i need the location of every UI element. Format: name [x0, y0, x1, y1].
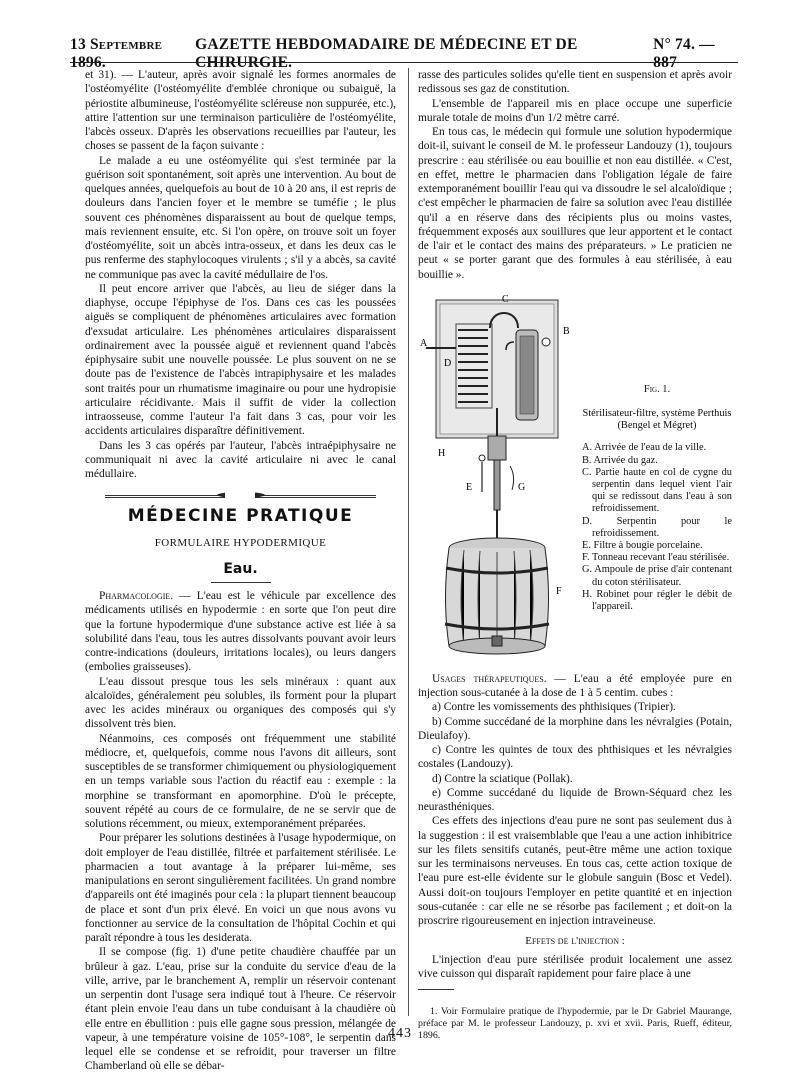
figure-label-a: A: [420, 337, 428, 349]
subsection-title: FORMULAIRE HYPODERMIQUE: [154, 536, 327, 549]
header-date: 13 Septembre 1896.: [70, 36, 163, 71]
header-title: GAZETTE HEBDOMADAIRE DE MÉDECINE ET DE CHIRURGIE.: [195, 36, 578, 71]
figure-label-c: C: [502, 293, 509, 305]
list-item: a) Contre les vomissements des phthisiques (Tripier).: [432, 701, 676, 714]
section-ornament: [85, 491, 396, 501]
figure-label-e: E: [466, 481, 473, 493]
paragraph: L'eau dissout presque tous les sels minéraux : quant aux alcaloïdes, généralement peu solubles, ils forment pour la plupart avec les acides minéraux ou organiques des composés qui s'y dissolvent très bien.: [85, 675, 396, 731]
paragraph-text: — L'eau a été employée pure en injection sous-cutanée à la dose de 1 à 5 centim. cubes :: [418, 672, 733, 699]
figure-caption: [582, 384, 732, 613]
legend-item: F. Tonneau recevant l'eau stérilisée.: [582, 552, 730, 564]
sterilizer-illustration: [418, 290, 578, 658]
paragraph: L'ensemble de l'appareil mis en place occupe une superficie murale totale de moins d'un 1/2 mètre carré.: [418, 97, 732, 124]
paragraph: L'injection d'eau pure stérilisée produit localement une assez vive cuisson qui disparaît rapidement pour faire place à une: [418, 953, 732, 980]
paragraph: Le malade a eu une ostéomyélite qui s'est terminée par la guérison soit spontanément, soit après une intervention. Au bout de quelques années, quelquefois au bout de 10 à 20 ans, il est repris de douleurs dans l'ancien foyer et le membre se tuméfie ; le plus souvent ces phénomènes disparaissent au bout de quelque temps, mais reviennent ensuite, etc. Si l'on opère, on trouve soit un foyer d'ostéomyélite, soit un abcès intra-osseux, et dans les deux cas le pus renferme des staphylocoques virulents ; s'il y a abcès, sa cavité ne communique pas avec la cavité médullaire de l'os.: [85, 154, 396, 281]
title-rule: [211, 582, 271, 583]
legend-item: G. Ampoule de prise d'air contenant du coton stérilisateur.: [582, 564, 732, 588]
figure-label-d: D: [444, 357, 452, 369]
column-divider: [408, 68, 409, 1016]
legend-item: A. Arrivée de l'eau de la ville.: [582, 442, 707, 454]
article-title: Eau.: [223, 560, 258, 577]
legend-item: H. Robinet pour régler le débit de l'appareil.: [582, 588, 732, 612]
legend-item: D. Serpentin pour le refroidissement.: [582, 515, 732, 539]
right-column: [418, 68, 732, 1042]
paragraph: Ces effets des injections d'eau pure ne sont pas seulement dus à la suggestion : il est vraisemblable que l'eau a une action inhibitrice sur les filets sensitifs cutanés, peut-être même une action toxique sur les terminaisons nerveuses. En tous cas, cette action toxique de l'eau pure est-elle évidente sur le globule sanguin (Bosc et Vedel). Aussi doit-on toujours l'employer en petite quantité et en injection sous-cutanée : car elle ne se résorbe pas facilement ; et doit-on la proscrire rigoureusement en injection intraveineuse.: [418, 815, 732, 927]
figure-label-b: B: [563, 325, 570, 337]
left-column: [85, 68, 396, 1074]
figure-label-g: G: [518, 481, 526, 493]
header-rule: [70, 62, 738, 63]
page-number: 443: [388, 1026, 412, 1041]
subheading: Effets de l'injection :: [525, 935, 625, 948]
figure-label-h: H: [438, 447, 446, 459]
paragraph: En tous cas, le médecin qui formule une solution hypodermique doit-il, suivant le conseil de M. le professeur Landouzy (1), toujours prescrire : eau stérilisée ou eau bouillie et non eau distillée. « C'est, en effet, mettre le pharmacien dans l'obligation légale de faire extemporanément bouillir l'eau qui va dissoudre le sel alcaloïdique ; c'est empêcher le pharmacien de faire sa solution avec l'eau distillée qu'il a en réserve dans des récipients plus ou moins vastes, fréquemment exposés aux souillures que leur apportent et le contact de l'air et le contact des mains des préparateurs. » Le praticien ne peut « se porter garant que des formules à eau stérilisée, à eau bouillie ».: [418, 126, 732, 281]
running-header: [70, 36, 738, 71]
figure-label-f: F: [556, 585, 562, 597]
figure-number: Fig. 1.: [643, 383, 671, 395]
list-item: c) Contre les quintes de toux des phthisiques et les névralgies costales (Landouzy).: [418, 744, 732, 771]
footnote-rule: [418, 989, 454, 990]
paragraph: Il peut encore arriver que l'abcès, au lieu de siéger dans la diaphyse, occupe l'épiphyse de l'os. Dans ces cas les poussées aiguës se compliquent de phénomènes articulaires avec formation d'exsudat articulaire. Les phénomènes articulaires disparaissent ordinairement avec la poussée aiguë et reviennent quand l'abcès épiphysaire subit une nouvelle poussée. Le plus souvent on ne se doute pas de l'existence de l'abcès intrapiphysaire et les malades sont traités pour un rhumatisme imaginaire ou pour une hydropisie articulaire récidivante. Mais il suffit de vider la collection intraosseuse, comme l'auteur l'a fait dans 3 cas, pour voir les accidents articulaires disparaître définitivement.: [85, 282, 396, 438]
footnote: 1. Voir Formulaire pratique de l'hypodermie, par le Dr Gabriel Maurange, préface par M. le professeur Landouzy, p. xvi et xvii. Paris, Rueff, éditeur, 1896.: [418, 1006, 732, 1041]
header-issue-number: N° 74. — 887: [653, 36, 715, 71]
figure-1: [418, 290, 732, 658]
section-title: MÉDECINE PRATIQUE: [127, 506, 354, 527]
paragraph: rasse des particules solides qu'elle tient en suspension et après avoir redissous ses gaz de constitution.: [418, 69, 732, 96]
list-item: b) Comme succédané de la morphine dans les névralgies (Potain, Dieulafoy).: [418, 715, 732, 742]
run-in-heading: Usages thérapeutiques.: [432, 672, 547, 685]
paragraph: et 31). — L'auteur, après avoir signalé les formes anormales de l'ostéomyélite (l'ostéomyélite d'emblée chronique ou subaiguë, la périostite albumineuse, l'ostéomyélite scléreuse non suppurée, etc.), attire l'attention sur une terminaison particulière de l'ostéomyélite, l'abcès osseux. D'après les observations recueillies par l'auteur, les choses se passent de la façon suivante :: [85, 69, 396, 153]
list-item: e) Comme succédané du liquide de Brown-Séquard chez les neurasthéniques.: [418, 786, 732, 813]
paragraph: Néanmoins, ces composés ont fréquemment une stabilité médiocre, et, quelquefois, comme nous l'avons dit ailleurs, sont susceptibles de se transformer chimiquement ou physiologiquement en un temps variable sous l'action du réactif eau : exemple : la morphine se transformant en apomorphine. D'où le précepte, souvent répété au cours de ce formulaire, de ne se servir que de solutions récemment, ou mieux, extemporanément préparées.: [85, 732, 396, 830]
legend-item: E. Filtre à bougie porcelaine.: [582, 539, 703, 551]
paragraph: Il se compose (fig. 1) d'une petite chaudière chauffée par un brûleur à gaz. L'eau, prise sur la conduite du service d'eau de la ville, arrive, par le branchement A, remplir un réservoir contenant un serpentin dont l'usage sera indiqué tout à l'heure. Ce réservoir étant plein envoie l'eau dans un tube conduisant à la chaudière où elle entre en ébullition : puis elle gagne sous pression, mélangée de vapeur, à une température voisine de 105°-108°, le serpentin dans lequel elle se condense et se refroidit, pour traverser un filtre Chamberland où elle se débar-: [85, 946, 396, 1073]
paragraph: Dans les 3 cas opérés par l'auteur, l'abcès intraépiphysaire ne communiquait ni avec la cavité articulaire ni avec le canal médullaire.: [85, 439, 396, 480]
legend-item: C. Partie haute en col de cygne du serpentin dans lequel vient l'air qui se redissout dans l'eau à son refroidissement.: [582, 466, 732, 515]
run-in-heading: Pharmacologie.: [99, 590, 174, 602]
list-item: d) Contre la sciatique (Pollak).: [432, 772, 573, 785]
figure-title: Stérilisateur-filtre, système Perthuis (Bengel et Mégret): [582, 407, 732, 432]
paragraph-text: — L'eau est le véhicule par excellence des médicaments utilisés en hypodermie : en sorte que l'on peut dire que la fortune hypodermique d'une substance active est liée à sa solubilité dans l'eau, tous les autres dissolvants pouvant avoir leurs contre-indications (douleurs, irritations locales), ou leurs dangers (embolies graisseuses).: [85, 590, 396, 674]
paragraph: Pour préparer les solutions destinées à l'usage hypodermique, on doit employer de l'eau distillée, filtrée et parfaitement stérilisée. Le pharmacien a tout avantage à la préparer lui-même, ses manipulations en seront singulièrement facilitées. Un grand nombre d'appareils ont été imaginés pour cela : la plupart tiennent beaucoup de place et sont d'un prix élevé. En voici un que nous avons vu fonctionner au service de la consultation de l'hôpital Cochin et qui paraît répondre à tous les desiderata.: [85, 832, 396, 944]
legend-item: B. Arrivée du gaz.: [582, 454, 658, 466]
